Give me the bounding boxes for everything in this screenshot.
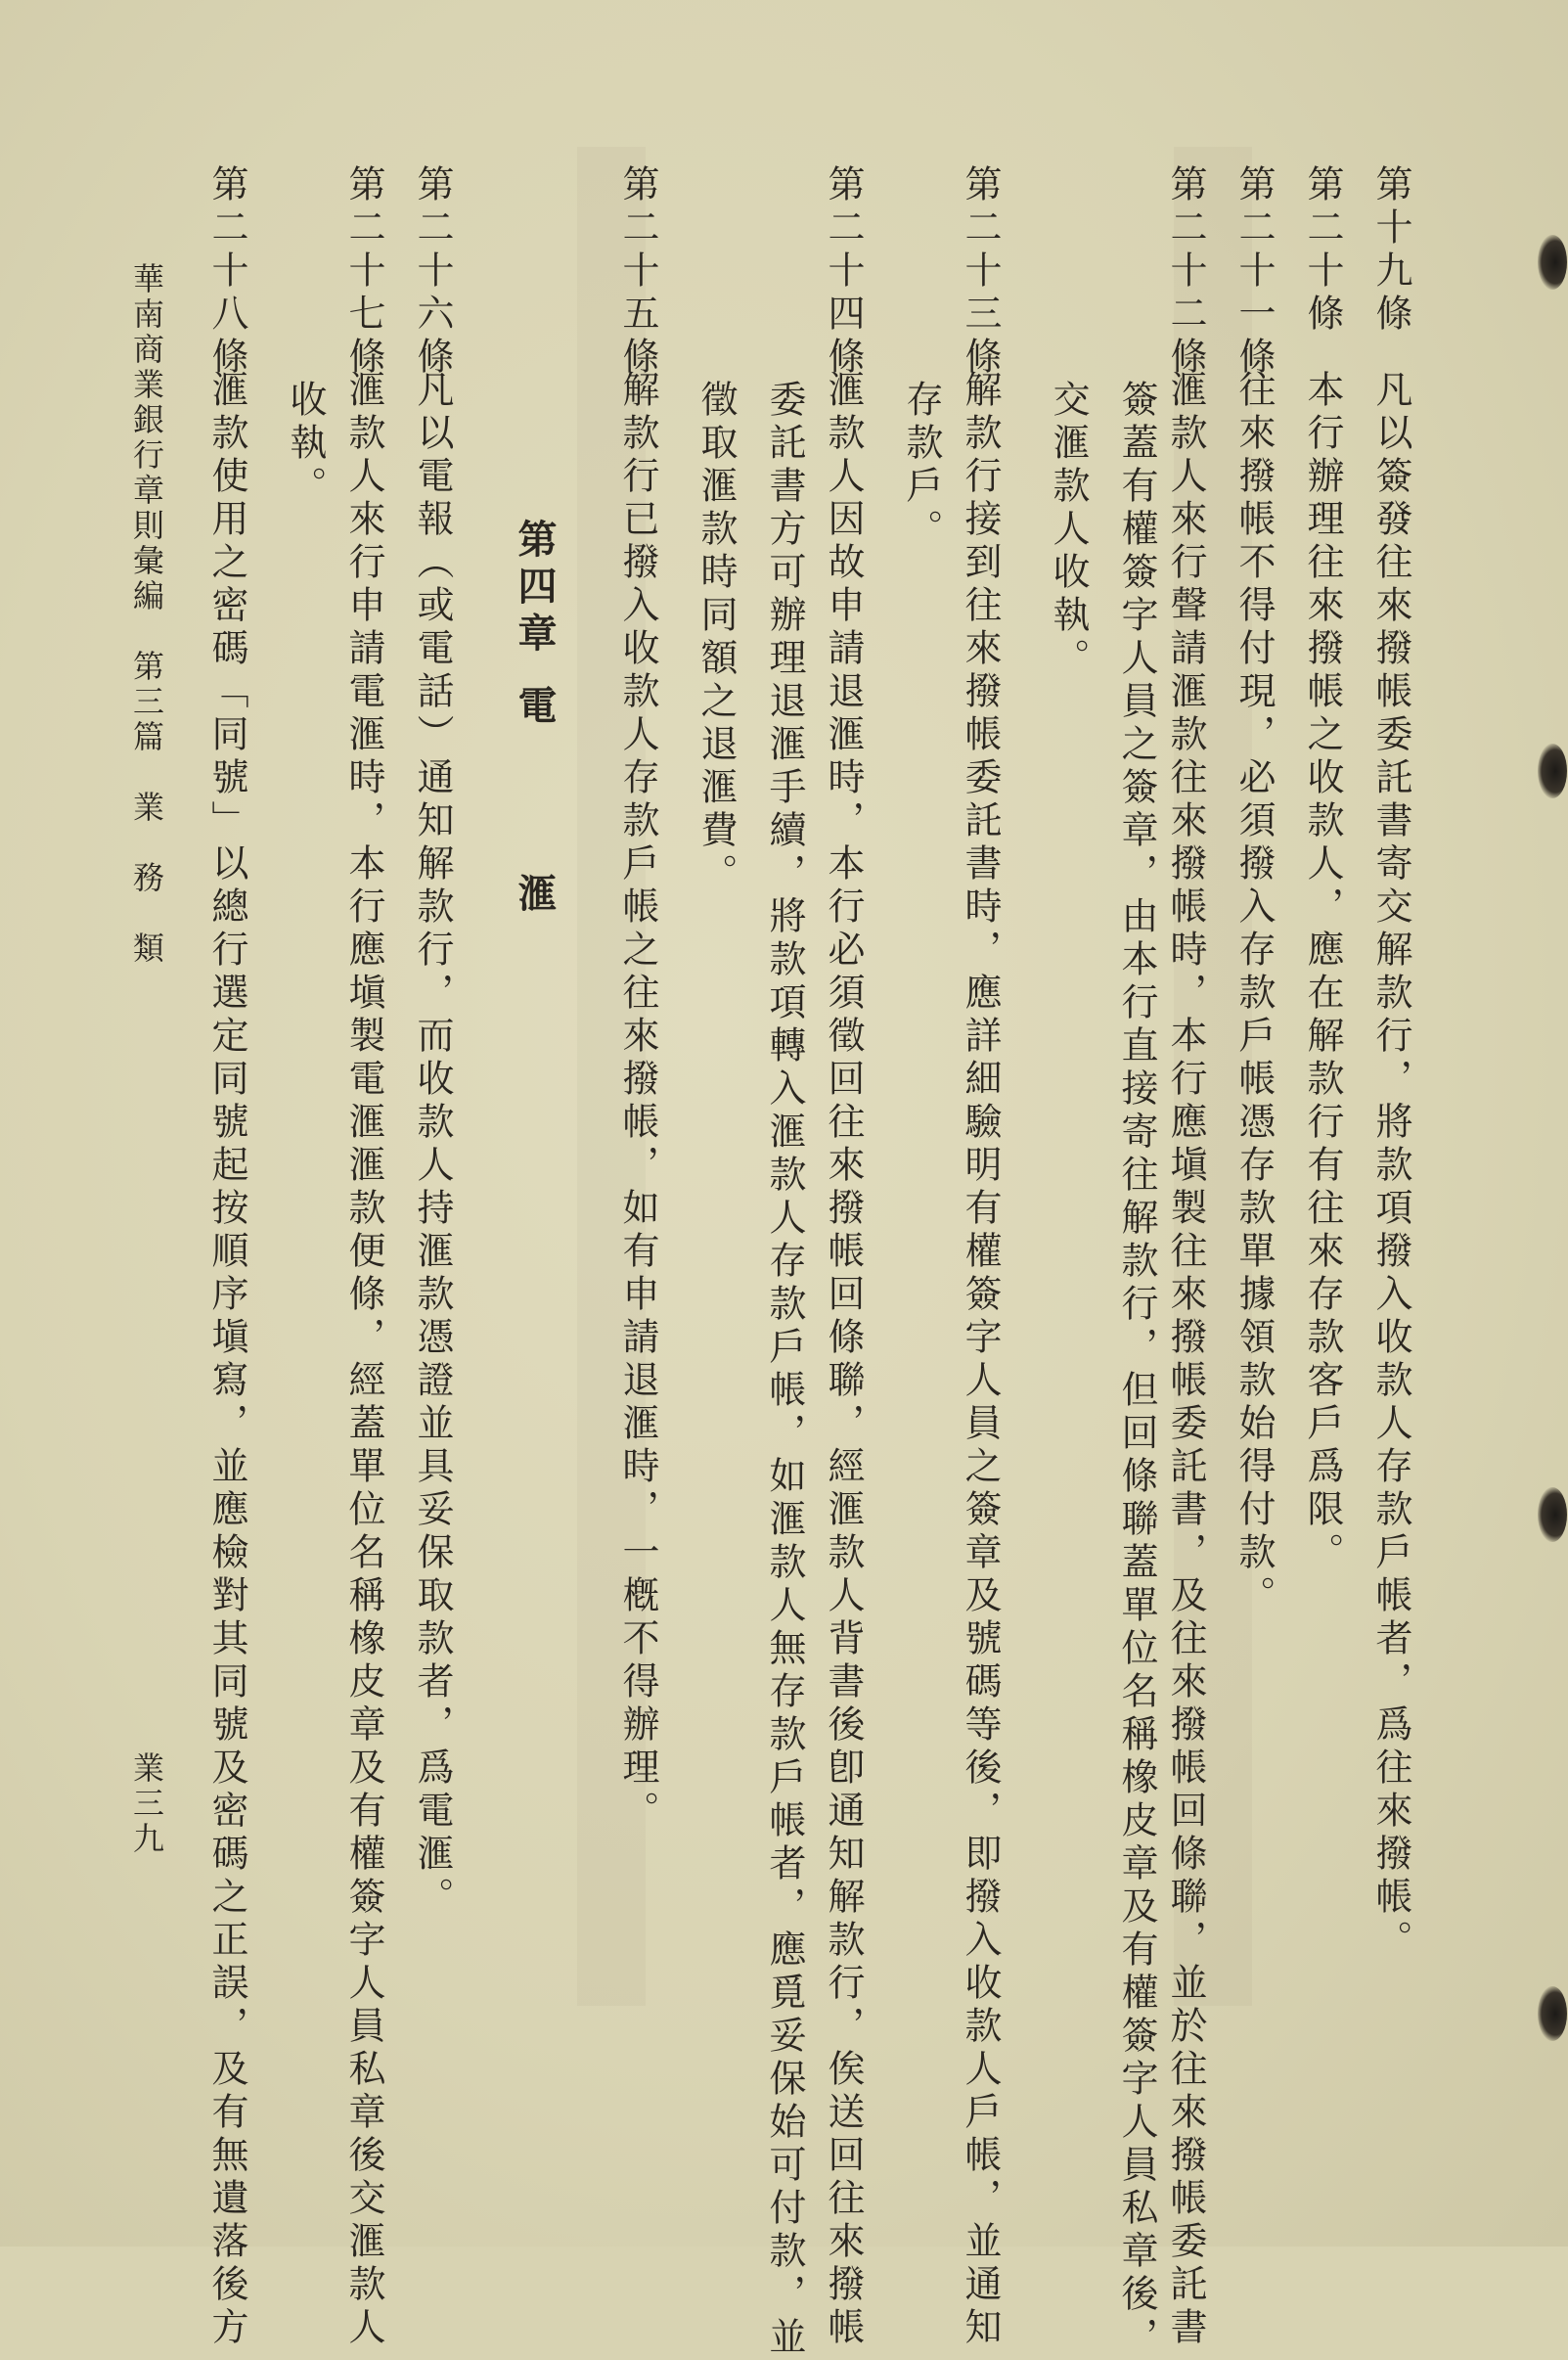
article-label: 第二十四條 <box>822 164 865 380</box>
chapter-subtitle: 電 滙 <box>512 685 558 920</box>
article-text: 本行辦理往來撥帳之收款人，應在解款行有往來存款客戶爲限。 <box>1301 370 1344 1575</box>
article-27 <box>338 164 389 2350</box>
article-21 <box>1229 164 1279 1618</box>
article-text: 解款行已撥入收款人存款戶帳之往來撥帳，如有申請退滙時，一槪不得辦理。 <box>616 370 659 1834</box>
article-24-cont-1 <box>759 380 810 2360</box>
book-title: 華南商業銀行章則彙編 第三篇 業 務 類 <box>128 262 165 967</box>
article-label: 第二十一條 <box>1232 164 1276 380</box>
article-text: 收執。 <box>284 380 327 509</box>
article-19 <box>1366 164 1416 1963</box>
running-footer <box>121 262 172 967</box>
binding-hole <box>1538 744 1567 798</box>
article-text: 滙款人來行聲請滙款往來撥帳時，本行應塡製往來撥帳委託書，及往來撥帳回條聯，並於往來撥帳委託書 <box>1164 370 1207 2350</box>
article-label: 第二十條 <box>1301 164 1344 337</box>
chapter-heading <box>509 519 560 920</box>
article-22-cont-1 <box>1111 380 1162 2360</box>
article-text: 交滙款人收執。 <box>1047 380 1090 681</box>
article-text: 簽蓋有權簽字人員之簽章，由本行直接寄往解款行，但回條聯蓋單位名稱橡皮章及有權簽字人員私章後， <box>1115 380 1158 2360</box>
binding-hole <box>1538 235 1567 290</box>
article-20 <box>1297 164 1348 1575</box>
article-27-cont <box>280 380 331 509</box>
article-label: 第二十二條 <box>1164 164 1207 380</box>
binding-hole <box>1538 1986 1567 2041</box>
binding-hole <box>1538 1487 1567 1542</box>
article-23 <box>955 164 1006 2350</box>
article-label: 第十九條 <box>1369 164 1412 337</box>
article-text: 凡以簽發往來撥帳委託書寄交解款行，將款項撥入收款人存款戶帳者，爲往來撥帳。 <box>1369 370 1412 1963</box>
article-24-cont-2 <box>691 380 741 896</box>
article-label: 第二十七條 <box>342 164 385 380</box>
page-number <box>121 1751 172 1857</box>
article-28 <box>202 164 252 2350</box>
article-label: 第二十八條 <box>205 164 248 380</box>
article-text: 委託書方可辦理退滙手續，將款項轉入滙款人存款戶帳，如滙款人無存款戶帳者，應覓妥保始可付款，並 <box>763 380 806 2360</box>
article-text: 凡以電報（或電話）通知解款行，而收款人持滙款憑證並具妥保取款者，爲電滙。 <box>411 370 454 1920</box>
article-label: 第二十三條 <box>959 164 1002 380</box>
article-24 <box>818 164 869 2350</box>
article-22 <box>1160 164 1211 2350</box>
article-label: 第二十五條 <box>616 164 659 380</box>
article-label: 第二十六條 <box>411 164 454 380</box>
article-25 <box>612 164 663 1834</box>
article-text: 滙款人來行申請電滙時，本行應塡製電滙滙款便條，經蓋單位名稱橡皮章及有權簽字人員私章後交滙款人 <box>342 370 385 2350</box>
article-23-cont <box>896 380 947 552</box>
article-text: 滙款人因故申請退滙時，本行必須徵回往來撥帳回條聯，經滙款人背書後卽通知解款行，俟送回往來撥帳 <box>822 370 865 2350</box>
chapter-title: 第四章 <box>512 519 558 659</box>
article-26 <box>407 164 458 1920</box>
article-text: 往來撥帳不得付現，必須撥入存款戶帳憑存款單據領款始得付款。 <box>1232 370 1276 1618</box>
page-number-text: 業三九 <box>128 1751 165 1857</box>
article-22-cont-2 <box>1043 380 1094 681</box>
article-text: 徵取滙款時同額之退滙費。 <box>694 380 738 896</box>
article-text: 存款戶。 <box>900 380 943 552</box>
article-text: 滙款使用之密碼「同號」以總行選定同號起按順序塡寫，並應檢對其同號及密碼之正誤，及有無遺落後方 <box>205 370 248 2350</box>
article-text: 解款行接到往來撥帳委託書時，應詳細驗明有權簽字人員之簽章及號碼等後，即撥入收款人戶帳，並通知 <box>959 370 1002 2350</box>
